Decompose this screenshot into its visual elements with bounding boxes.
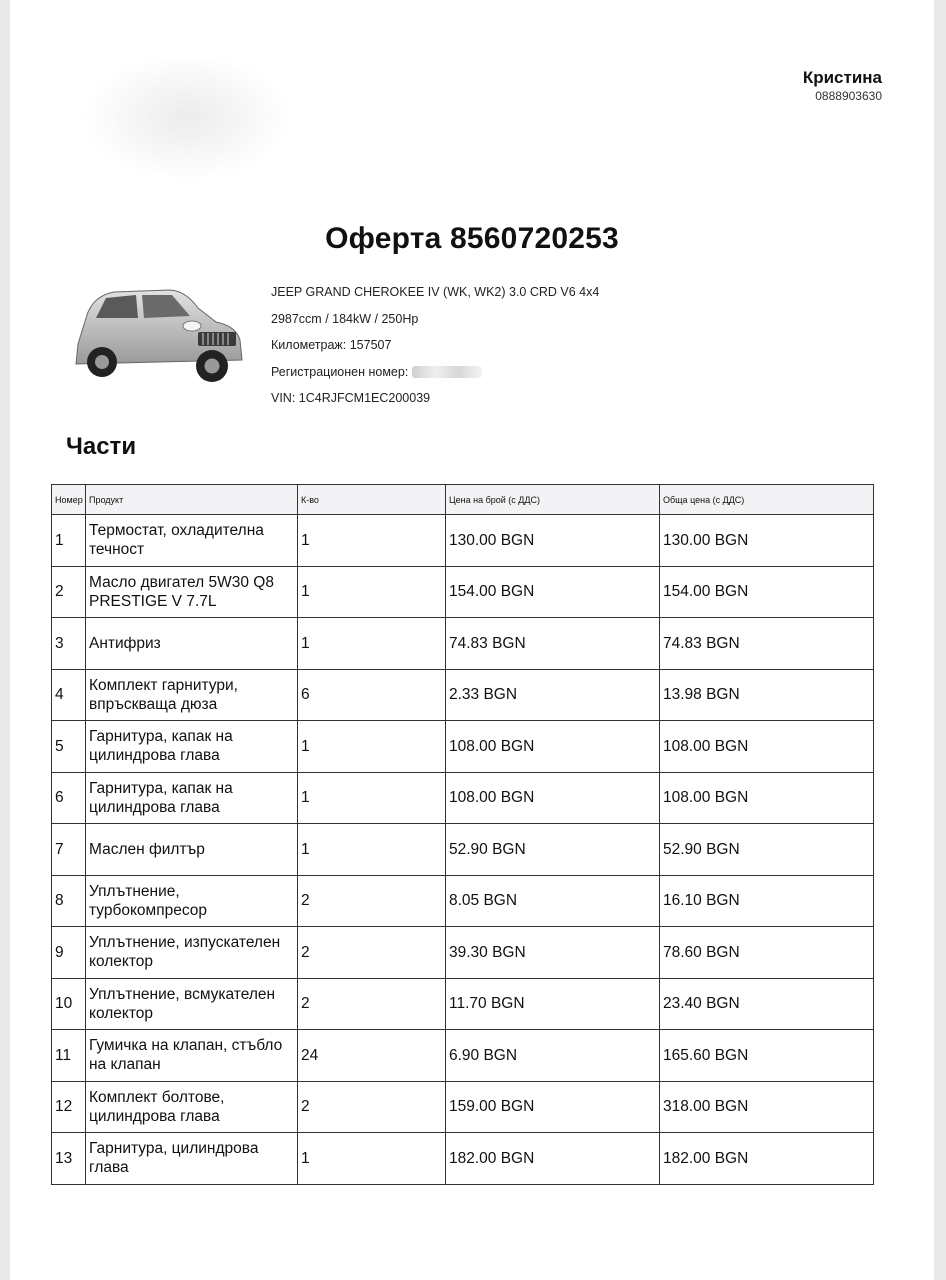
cell-product: Уплътнение, турбокомпресор bbox=[86, 875, 298, 927]
cell-product: Антифриз bbox=[86, 618, 298, 670]
cell-unit-price: 6.90 BGN bbox=[446, 1030, 660, 1082]
cell-qty: 24 bbox=[298, 1030, 446, 1082]
cell-unit-price: 159.00 BGN bbox=[446, 1081, 660, 1133]
cell-qty: 1 bbox=[298, 1133, 446, 1185]
contact-block bbox=[803, 68, 882, 104]
header-total-price: Обща цена (с ДДС) bbox=[660, 485, 874, 515]
table-row bbox=[52, 566, 874, 618]
vehicle-engine: 2987ccm / 184kW / 250Hp bbox=[271, 311, 419, 326]
cell-number: 3 bbox=[52, 618, 86, 670]
cell-unit-price: 11.70 BGN bbox=[446, 978, 660, 1030]
cell-total-price: 130.00 BGN bbox=[660, 515, 874, 567]
cell-number: 10 bbox=[52, 978, 86, 1030]
cell-product: Гарнитура, капак на цилиндрова глава bbox=[86, 772, 298, 824]
vehicle-reg-row bbox=[271, 364, 599, 391]
vehicle-model: JEEP GRAND CHEROKEE IV (WK, WK2) 3.0 CRD V6 4x4 bbox=[271, 285, 600, 299]
blurred-logo bbox=[82, 52, 292, 182]
cell-qty: 6 bbox=[298, 669, 446, 721]
cell-total-price: 154.00 BGN bbox=[660, 566, 874, 618]
vin-label: VIN: bbox=[271, 391, 296, 406]
cell-total-price: 78.60 BGN bbox=[660, 927, 874, 979]
table-row bbox=[52, 1030, 874, 1082]
cell-product: Комплект болтове, цилиндрова глава bbox=[86, 1081, 298, 1133]
cell-unit-price: 39.30 BGN bbox=[446, 927, 660, 979]
cell-product: Гарнитура, цилиндрова глава bbox=[86, 1133, 298, 1185]
reg-label: Регистрационен номер: bbox=[271, 364, 409, 379]
table-header-row bbox=[52, 485, 874, 515]
cell-number: 11 bbox=[52, 1030, 86, 1082]
cell-unit-price: 74.83 BGN bbox=[446, 618, 660, 670]
cell-product: Маслен филтър bbox=[86, 824, 298, 876]
table-row bbox=[52, 978, 874, 1030]
cell-number: 8 bbox=[52, 875, 86, 927]
cell-number: 2 bbox=[52, 566, 86, 618]
cell-product: Масло двигател 5W30 Q8 PRESTIGE V 7.7L bbox=[86, 566, 298, 618]
cell-unit-price: 154.00 BGN bbox=[446, 566, 660, 618]
cell-product: Термостат, охладителна течност bbox=[86, 515, 298, 567]
cell-number: 4 bbox=[52, 669, 86, 721]
redacted-reg-number bbox=[412, 366, 482, 378]
cell-qty: 2 bbox=[298, 1081, 446, 1133]
header-product: Продукт bbox=[86, 485, 298, 515]
vehicle-vin-row bbox=[271, 390, 599, 417]
cell-number: 5 bbox=[52, 721, 86, 773]
cell-total-price: 74.83 BGN bbox=[660, 618, 874, 670]
cell-number: 9 bbox=[52, 927, 86, 979]
cell-product: Комплект гарнитури, впръскваща дюза bbox=[86, 669, 298, 721]
cell-unit-price: 108.00 BGN bbox=[446, 721, 660, 773]
cell-unit-price: 52.90 BGN bbox=[446, 824, 660, 876]
cell-unit-price: 8.05 BGN bbox=[446, 875, 660, 927]
cell-unit-price: 2.33 BGN bbox=[446, 669, 660, 721]
header-qty: К-во bbox=[298, 485, 446, 515]
cell-total-price: 318.00 BGN bbox=[660, 1081, 874, 1133]
table-row bbox=[52, 1081, 874, 1133]
offer-title: Оферта 8560720253 bbox=[325, 222, 619, 255]
cell-product: Уплътнение, изпускателен колектор bbox=[86, 927, 298, 979]
cell-qty: 2 bbox=[298, 927, 446, 979]
cell-product: Уплътнение, всмукателен колектор bbox=[86, 978, 298, 1030]
cell-total-price: 108.00 BGN bbox=[660, 721, 874, 773]
cell-number: 6 bbox=[52, 772, 86, 824]
cell-qty: 2 bbox=[298, 978, 446, 1030]
cell-product: Гарнитура, капак на цилиндрова глава bbox=[86, 721, 298, 773]
car-image bbox=[66, 282, 246, 390]
table-row bbox=[52, 1133, 874, 1185]
cell-product: Гумичка на клапан, стъбло на клапан bbox=[86, 1030, 298, 1082]
cell-total-price: 52.90 BGN bbox=[660, 824, 874, 876]
table-row bbox=[52, 721, 874, 773]
cell-unit-price: 108.00 BGN bbox=[446, 772, 660, 824]
cell-qty: 1 bbox=[298, 772, 446, 824]
vehicle-mileage-row bbox=[271, 337, 599, 364]
cell-qty: 1 bbox=[298, 618, 446, 670]
cell-total-price: 165.60 BGN bbox=[660, 1030, 874, 1082]
vehicle-info bbox=[271, 284, 599, 417]
table-row bbox=[52, 669, 874, 721]
table-row bbox=[52, 824, 874, 876]
cell-number: 1 bbox=[52, 515, 86, 567]
table-row bbox=[52, 875, 874, 927]
section-title: Части bbox=[66, 433, 137, 460]
contact-name: Кристина bbox=[802, 68, 882, 87]
cell-total-price: 182.00 BGN bbox=[660, 1133, 874, 1185]
mileage-label: Километраж: bbox=[271, 338, 347, 353]
cell-total-price: 13.98 BGN bbox=[660, 669, 874, 721]
cell-qty: 1 bbox=[298, 721, 446, 773]
table-row bbox=[52, 618, 874, 670]
table-row bbox=[52, 772, 874, 824]
cell-qty: 1 bbox=[298, 824, 446, 876]
table-row bbox=[52, 927, 874, 979]
cell-total-price: 16.10 BGN bbox=[660, 875, 874, 927]
parts-table bbox=[51, 484, 874, 1185]
cell-qty: 1 bbox=[298, 515, 446, 567]
cell-unit-price: 130.00 BGN bbox=[446, 515, 660, 567]
cell-total-price: 108.00 BGN bbox=[660, 772, 874, 824]
cell-qty: 2 bbox=[298, 875, 446, 927]
mileage-value: 157507 bbox=[349, 338, 392, 353]
header-number: Номер bbox=[52, 485, 86, 515]
table-row bbox=[52, 515, 874, 567]
contact-phone: 0888903630 bbox=[815, 89, 882, 103]
cell-number: 12 bbox=[52, 1081, 86, 1133]
vin-value: 1C4RJFCM1EC200039 bbox=[298, 391, 431, 406]
header-unit-price: Цена на брой (с ДДС) bbox=[446, 485, 660, 515]
cell-number: 7 bbox=[52, 824, 86, 876]
cell-qty: 1 bbox=[298, 566, 446, 618]
cell-number: 13 bbox=[52, 1133, 86, 1185]
cell-total-price: 23.40 BGN bbox=[660, 978, 874, 1030]
cell-unit-price: 182.00 BGN bbox=[446, 1133, 660, 1185]
